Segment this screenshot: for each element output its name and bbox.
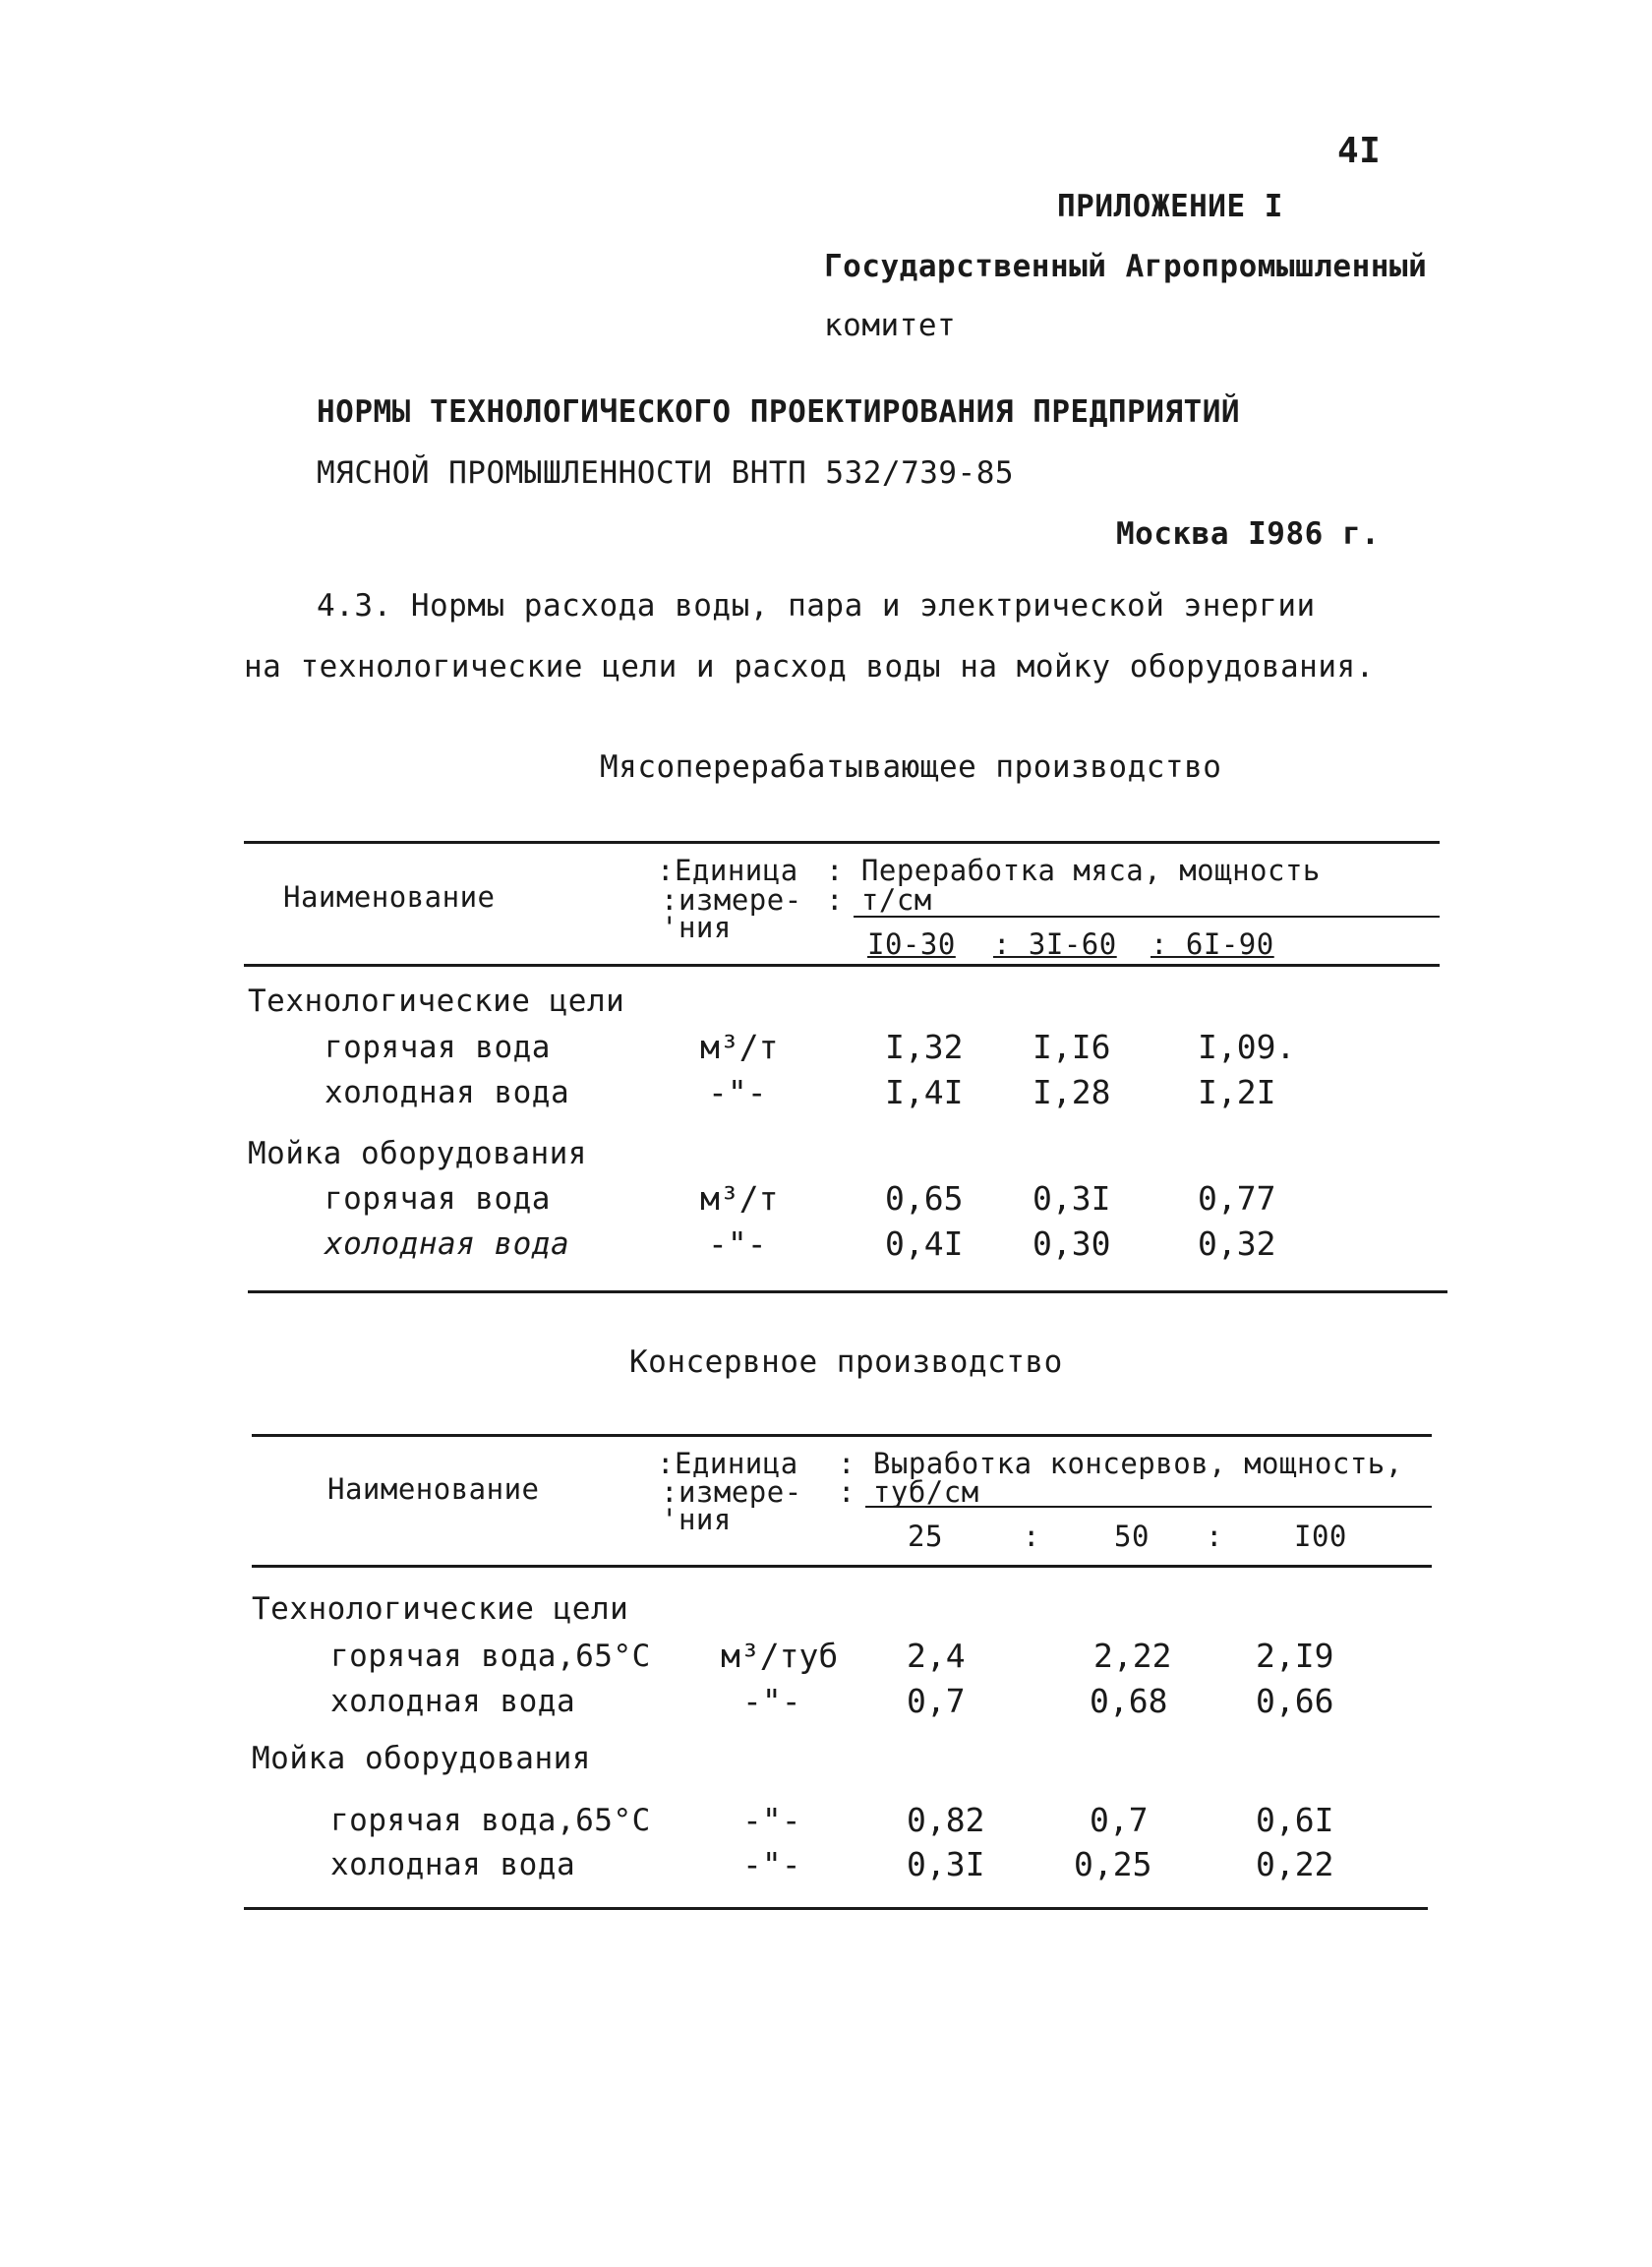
table1-subcol-2: : 3I-60 (993, 927, 1117, 961)
table2-row-unit: м³/туб (721, 1637, 839, 1675)
table1-cell: 0,3I (1032, 1179, 1111, 1218)
table2-cell: 0,25 (1074, 1845, 1152, 1883)
table2-col-name: Наименование (327, 1472, 540, 1506)
table1-col-name: Наименование (283, 880, 496, 914)
table1-subcol-3: : 6I-90 (1150, 927, 1274, 961)
table1-col-unit-1: :Единица (657, 854, 798, 887)
table1-row-name: холодная вода (324, 1075, 570, 1110)
table2-cell: 2,4 (907, 1637, 966, 1675)
table1-cell: 0,65 (885, 1179, 964, 1218)
table2-row-unit: -"- (742, 1682, 801, 1720)
table1-sub-rule (854, 916, 1440, 918)
table2-row-name: холодная вода (330, 1684, 576, 1719)
table2-header-rule (252, 1565, 1432, 1568)
table1-row-name: горячая вода (324, 1030, 551, 1065)
table2-group-title: Технологические цели (252, 1591, 629, 1627)
table1-cell: I,28 (1032, 1073, 1111, 1111)
title-line-1: НОРМЫ ТЕХНОЛОГИЧЕСКОГО ПРОЕКТИРОВАНИЯ ПРЕДПРИЯТИЙ (317, 394, 1241, 430)
table2-bottom-rule (244, 1907, 1428, 1910)
appendix-label: ПРИЛОЖЕНИЕ I (1057, 189, 1283, 224)
table2-cell: 0,3I (907, 1845, 985, 1883)
table2-cell: 0,7 (1090, 1801, 1149, 1839)
table1-cell: I,32 (885, 1028, 964, 1066)
table1-top-rule (244, 841, 1440, 844)
table2-col-unit-1: :Единица (657, 1447, 798, 1480)
table2-col-group-1: : Выработка консервов, мощность, (838, 1447, 1403, 1480)
title-line-2: МЯСНОЙ ПРОМЫШЛЕННОСТИ ВНТП 532/739-85 (317, 455, 1015, 491)
table2-caption: Консервное производство (629, 1344, 1063, 1380)
table2-cell: 0,82 (907, 1801, 985, 1839)
table2-row-name: холодная вода (330, 1847, 576, 1882)
org-line-2: комитет (824, 308, 957, 343)
table1-col-group-1: : Переработка мяса, мощность (826, 854, 1321, 887)
table1-cell: I,09. (1198, 1028, 1296, 1066)
table2-subcol-3: I00 (1294, 1520, 1347, 1553)
table1-header-rule (244, 964, 1440, 967)
table1-cell: 0,4I (885, 1224, 964, 1263)
table1-row-unit: -"- (708, 1073, 767, 1111)
table2-subcol-sep: : (1206, 1520, 1223, 1553)
table2-cell: 0,6I (1256, 1801, 1334, 1839)
table1-row-unit: м³/т (700, 1028, 779, 1066)
table1-group-title: Технологические цели (248, 984, 625, 1019)
table1-row-unit: м³/т (700, 1179, 779, 1218)
table1-cell: 0,30 (1032, 1224, 1111, 1263)
table1-bottom-rule (248, 1290, 1447, 1293)
table2-subcol-2: 50 (1114, 1520, 1150, 1553)
table2-subcol-1: 25 (908, 1520, 943, 1553)
table1-cell: 0,77 (1198, 1179, 1276, 1218)
table2-cell: 0,68 (1090, 1682, 1168, 1720)
table2-cell: 0,7 (907, 1682, 966, 1720)
table2-group-title: Мойка оборудования (252, 1741, 591, 1776)
table2-col-unit-2: :измере- (661, 1475, 802, 1509)
table2-col-group-2: : туб/см (838, 1475, 979, 1509)
table2-subcol-sep: : (1023, 1520, 1040, 1553)
table1-group-title: Мойка оборудования (248, 1136, 587, 1171)
section-line-2: на технологические цели и расход воды на мойку оборудования. (244, 649, 1375, 685)
table2-row-unit: -"- (742, 1845, 801, 1883)
table1-col-unit-2: :измере- (661, 883, 802, 917)
table1-cell: I,4I (885, 1073, 964, 1111)
table2-cell: 2,22 (1093, 1637, 1172, 1675)
table1-col-group-2: : т/см (826, 883, 932, 917)
place-year: Москва I986 г. (1116, 516, 1381, 552)
table2-top-rule (252, 1434, 1432, 1437)
table1-subcol-1: I0-30 (867, 927, 956, 961)
table1-caption: Мясоперерабатывающее производство (600, 749, 1222, 785)
table2-col-unit-3: 'ния (661, 1503, 732, 1536)
table1-cell: 0,32 (1198, 1224, 1276, 1263)
table2-cell: 0,66 (1256, 1682, 1334, 1720)
table2-row-name: горячая вода,65°С (330, 1639, 651, 1674)
table2-cell: 2,I9 (1256, 1637, 1334, 1675)
table2-row-name: горячая вода,65°С (330, 1803, 651, 1838)
table1-cell: I,2I (1198, 1073, 1276, 1111)
table2-row-unit: -"- (742, 1801, 801, 1839)
org-line-1: Государственный Агропромышленный (824, 249, 1428, 284)
table1-row-unit: -"- (708, 1224, 767, 1263)
table1-col-unit-3: 'ния (661, 911, 732, 944)
table1-cell: I,I6 (1032, 1028, 1111, 1066)
page-number: 4I (1337, 131, 1382, 171)
table2-cell: 0,22 (1256, 1845, 1334, 1883)
table2-sub-rule (865, 1506, 1432, 1508)
table1-row-name: горячая вода (324, 1181, 551, 1217)
section-line-1: 4.3. Нормы расхода воды, пара и электрической энергии (317, 588, 1316, 624)
table1-row-name: холодная вода (324, 1226, 570, 1262)
